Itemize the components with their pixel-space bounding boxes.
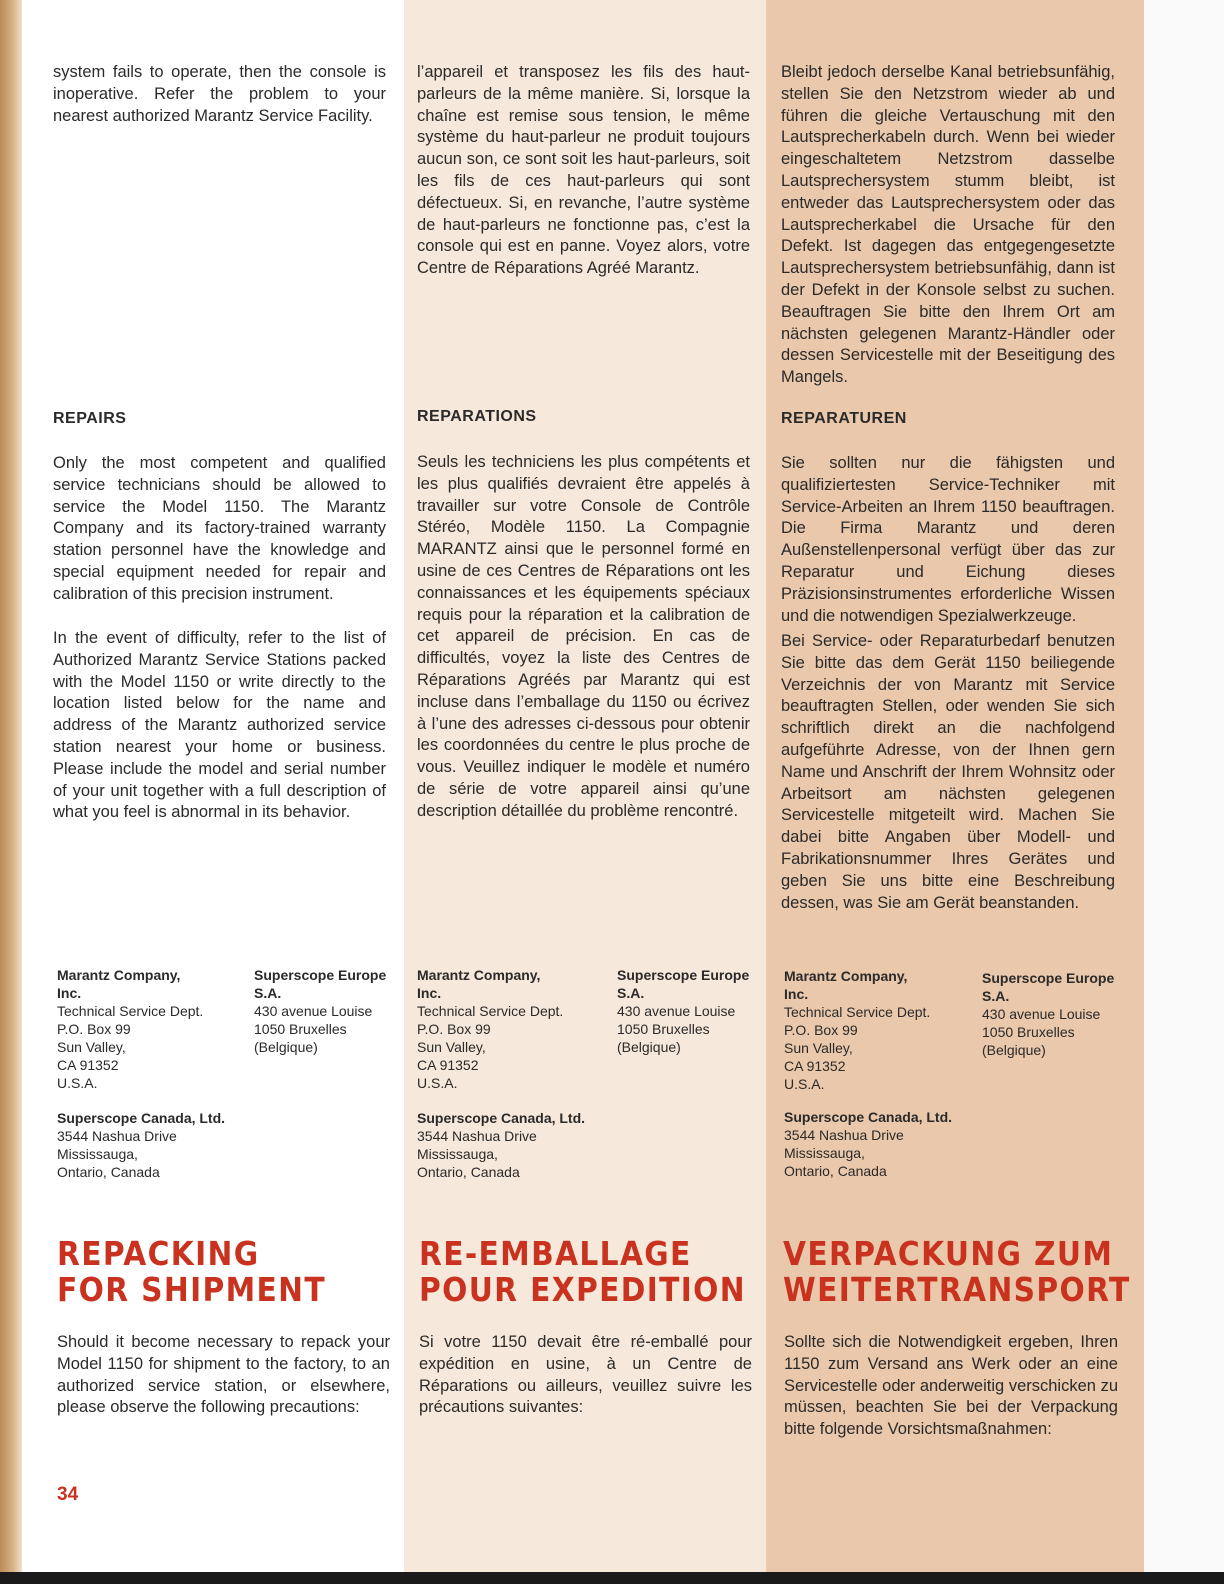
address-name: Inc.	[784, 986, 809, 1002]
de-repairs-paragraph-1: Sie sollten nur die fähigsten und qualifiziertesten Service-Techniker mit Service-Arbeiten an Ihrem 1150 beauftragen. Die Firma Marantz und deren Außenstellenpersonal verfügt über das zur Reparatur und Eichung dieses Präzisionsinstrumentes erforderliche Wissen und die notwendigen Spezialwerkzeuge.	[781, 454, 1115, 625]
address-line: 3544 Nashua Drive	[784, 1127, 904, 1143]
address-line: 3544 Nashua Drive	[57, 1128, 177, 1144]
address-line: Ontario, Canada	[417, 1164, 520, 1180]
en-repairs-paragraph-1: Only the most competent and qualified service technicians should be allowed to service the Model 1150. The Marantz Company and its factory-trained warranty station personnel have the knowledge and special equipment needed for repair and calibration of this precision instrument.	[53, 454, 386, 603]
address-name: Superscope Canada, Ltd.	[784, 1109, 953, 1125]
de-repairs-heading: REPARATUREN	[781, 410, 907, 427]
address-line: Mississauga,	[417, 1146, 498, 1162]
de-intro-text: Bleibt jedoch derselbe Kanal betriebsunfähig, stellen Sie den Netzstrom wieder ab und führen die gleiche Vertauschung mit den Lautsprecherkabeln durch. Wenn bei wieder eingeschaltetem Netzstrom dasselbe Lautsprechersystem stumm bleibt, ist entweder das Lautsprechersystem oder das Lautsprecherkabel die Ursache für den Defekt. Ist dagegen das entgegengesetzte Lautsprechersystem betriebsunfähig, dann ist der Defekt in der Konsole selbst zu suchen. Beauftragen Sie bitte den Ihrem Ort am nächsten gelegenen Marantz-Händler oder dessen Servicestelle mit der Beseitigung des Mangels.	[781, 63, 1115, 387]
address-line: Sun Valley,	[417, 1039, 486, 1055]
fr-address-europe	[617, 966, 749, 1056]
address-name: S.A.	[982, 988, 1010, 1004]
address-line: CA 91352	[57, 1057, 119, 1073]
de-repairs-paragraph-2: Bei Service- oder Reparaturbedarf benutzen Sie bitte das dem Gerät 1150 beiliegende Verzeichnis der von Marantz mit Service beauftragten Stellen, oder wenden Sie sich schriftlich direkt an die nachfolgend aufgeführte Adresse, von der Ihnen gern Name und Anschrift der Ihrem Wohnsitz oder Arbeitsort am nächsten gelegenen Servicestelle mitgeteilt wird. Machen Sie dabei bitte Angaben über Modell- und Fabrikationsnummer Ihres Gerätes und geben Sie uns bitte eine Beschreibung dessen, was Sie am Gerät beanstanden.	[781, 632, 1115, 912]
address-line: Mississauga,	[57, 1146, 138, 1162]
fr-address-canada	[417, 1109, 585, 1181]
address-line: P.O. Box 99	[784, 1022, 858, 1038]
address-name: Superscope Europe	[982, 970, 1115, 986]
title-line: POUR EXPEDITION	[419, 1270, 746, 1309]
page-left-edge	[0, 0, 22, 1584]
address-line: Mississauga,	[784, 1145, 865, 1161]
page-bottom-edge	[0, 1572, 1224, 1584]
fr-repairs-paragraph: Seuls les techniciens les plus compétents et les plus qualifiés devraient être appelés à travailler sur votre Console de Contrôle Stéréo, Modèle 1150. La Compagnie MARANTZ ainsi que le personnel formé en usine de ces Centres de Réparations ont les connaissances et les équipements spéciaux requis pour la réparation et la calibration de cet appareil de précision. En cas de difficultés, voyez la liste des Centres de Réparations Agréés par Marantz qui est incluse dans l’emballage du 1150 ou écrivez à l’une des adresses ci-dessous pour obtenir les coordonnées du centre le plus proche de vous. Veuillez indiquer le modèle et numéro de série de votre appareil ainsi qu’une description détaillée du problème rencontré.	[417, 453, 750, 820]
address-line: 1050 Bruxelles	[254, 1021, 347, 1037]
en-address-europe	[254, 966, 386, 1056]
address-line: Sun Valley,	[57, 1039, 126, 1055]
address-line: P.O. Box 99	[57, 1021, 131, 1037]
address-line: Ontario, Canada	[57, 1164, 160, 1180]
address-line: (Belgique)	[617, 1039, 681, 1055]
address-line: 1050 Bruxelles	[982, 1024, 1075, 1040]
address-name: Superscope Europe	[617, 967, 750, 983]
fr-address-marantz	[417, 966, 563, 1092]
title-line: VERPACKUNG ZUM	[783, 1234, 1114, 1273]
address-line: 1050 Bruxelles	[617, 1021, 710, 1037]
address-line: CA 91352	[784, 1058, 846, 1074]
address-line: Technical Service Dept.	[57, 1003, 204, 1019]
address-name: Superscope Canada, Ltd.	[57, 1110, 226, 1126]
address-line: 430 avenue Louise	[982, 1006, 1101, 1022]
address-name: S.A.	[617, 985, 645, 1001]
title-line: WEITERTRANSPORT	[783, 1270, 1131, 1309]
en-repacking-title	[57, 1236, 326, 1308]
de-repacking-title	[783, 1236, 1131, 1308]
en-intro-text: system fails to operate, then the console is inoperative. Refer the problem to your nearest authorized Marantz Service Facility.	[53, 63, 386, 125]
page-right-margin	[1144, 0, 1224, 1584]
address-line: Technical Service Dept.	[784, 1004, 931, 1020]
page-number: 34	[57, 1484, 79, 1505]
address-name: Marantz Company,	[417, 967, 541, 983]
en-repairs-paragraph-2: In the event of difficulty, refer to the list of Authorized Marantz Service Stations packed with the Model 1150 or write directly to the location listed below for the name and address of the Marantz authorized service station nearest your home or business. Please include the model and serial number of your unit together with a full description of what you feel is abnormal in its behavior.	[53, 629, 386, 822]
address-name: Inc.	[57, 985, 82, 1001]
de-address-canada	[784, 1108, 952, 1180]
address-line: CA 91352	[417, 1057, 479, 1073]
de-repack-text: Sollte sich die Notwendigkeit ergeben, Ihren 1150 zum Versand ans Werk oder an eine Servicestelle oder anderweitig verschicken zu müssen, beachten Sie bei der Verpackung bitte folgende Vorsichtsmaßnahmen:	[784, 1333, 1118, 1439]
en-address-marantz	[57, 966, 203, 1092]
address-line: P.O. Box 99	[417, 1021, 491, 1037]
address-name: Marantz Company,	[57, 967, 181, 983]
de-address-europe	[982, 969, 1114, 1059]
en-repack-text: Should it become necessary to repack your Model 1150 for shipment to the factory, to an authorized service station, or elsewhere, please observe the following precautions:	[57, 1333, 390, 1417]
address-name: Superscope Canada, Ltd.	[417, 1110, 586, 1126]
address-line: U.S.A.	[57, 1075, 98, 1091]
address-name: Marantz Company,	[784, 968, 908, 984]
address-line: Ontario, Canada	[784, 1163, 887, 1179]
address-line: (Belgique)	[254, 1039, 318, 1055]
fr-repack-text: Si votre 1150 devait être ré-emballé pour expédition en usine, à un Centre de Réparations ou ailleurs, veuillez suivre les précautions suivantes:	[419, 1333, 752, 1417]
address-line: Technical Service Dept.	[417, 1003, 564, 1019]
address-line: U.S.A.	[784, 1076, 825, 1092]
fr-repacking-title	[419, 1236, 746, 1308]
fr-intro-text: l’appareil et transposez les fils des haut-parleurs de la même manière. Si, lorsque la chaîne est remise sous tension, le même système du haut-parleur ne produit toujours aucun son, ce sont soit les haut-parleurs, soit les fils de ces haut-parleurs qui sont défectueux. Si, en revanche, l’autre système de haut-parleurs ne fonctionne pas, c’est la console qui est en panne. Voyez alors, votre Centre de Réparations Agréé Marantz.	[417, 63, 750, 278]
address-line: (Belgique)	[982, 1042, 1046, 1058]
address-line: 430 avenue Louise	[254, 1003, 373, 1019]
address-line: U.S.A.	[417, 1075, 458, 1091]
address-line: Sun Valley,	[784, 1040, 853, 1056]
address-name: Inc.	[417, 985, 442, 1001]
title-line: FOR SHIPMENT	[57, 1270, 326, 1309]
en-repairs-heading: REPAIRS	[53, 410, 127, 427]
address-name: Superscope Europe	[254, 967, 387, 983]
fr-repairs-heading: REPARATIONS	[417, 408, 537, 425]
en-address-canada	[57, 1109, 225, 1181]
address-line: 430 avenue Louise	[617, 1003, 736, 1019]
address-name: S.A.	[254, 985, 282, 1001]
title-line: RE-EMBALLAGE	[419, 1234, 692, 1273]
title-line: REPACKING	[57, 1234, 260, 1273]
address-line: 3544 Nashua Drive	[417, 1128, 537, 1144]
de-address-marantz	[784, 967, 930, 1093]
